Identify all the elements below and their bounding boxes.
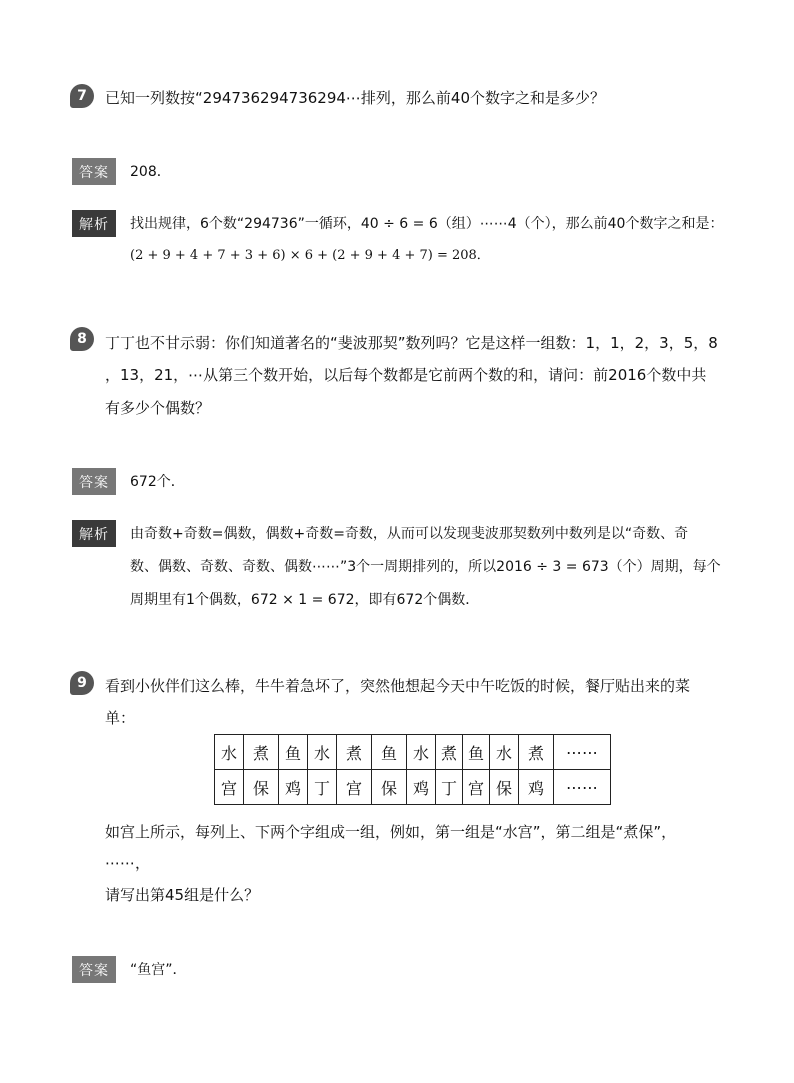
question-number-8: 8 [70,327,94,351]
menu-cell: 保 [372,770,407,805]
explanation-7-line-1: 找出规律，6个数“294736”一循环，40 ÷ 6 = 6（组）⋯⋯4（个），那么前40个数字之和是： [130,216,724,232]
menu-cell: ⋯⋯ [554,735,611,770]
explanation-tag-8: 解析 [72,520,116,547]
explanation-8-line-1: 由奇数+奇数=偶数，偶数+奇数=奇数，从而可以发现斐波那契数列中数列是以“奇数、奇 [130,526,689,542]
menu-cell: 鸡 [279,770,308,805]
question-9-line-2: 单： [105,709,136,727]
menu-cell: 煮 [519,735,554,770]
menu-table [214,734,611,805]
answer-tag-7: 答案 [72,158,116,185]
question-9-line-3: 如宫上所示，每列上、下两个字组成一组，例如，第一组是“水宫”，第二组是“煮保”， [105,823,677,841]
menu-cell: 鱼 [279,735,308,770]
menu-cell: 宫 [337,770,372,805]
question-9-line-5: 请写出第45组是什么？ [105,886,260,904]
menu-cell: 水 [308,735,337,770]
menu-row-top [215,735,611,770]
menu-cell: 丁 [308,770,337,805]
menu-cell: 丁 [436,770,463,805]
menu-row-bottom [215,770,611,805]
question-8-line-1: 丁丁也不甘示弱：你们知道著名的“斐波那契”数列吗？它是这样一组数：1，1，2，3，5，8 [105,334,718,352]
menu-cell: 水 [407,735,436,770]
menu-cell: 煮 [337,735,372,770]
question-8-line-2: ，13，21，⋯从第三个数开始，以后每个数都是它前两个数的和，请问：前2016个数中共 [105,366,707,384]
answer-9: “鱼宫”． [130,962,187,978]
question-7-text: 已知一列数按“294736294736294⋯排列，那么前40个数字之和是多少？ [105,89,606,107]
question-number-9: 9 [70,671,94,695]
question-8-line-3: 有多少个偶数？ [105,399,211,417]
menu-cell: 水 [490,735,519,770]
answer-tag-8: 答案 [72,468,116,495]
explanation-8-line-2: 数、偶数、奇数、奇数、偶数⋯⋯”3个一周期排列的，所以2016 ÷ 3 = 673（个）周期，每个 [130,559,721,575]
answer-8: 672个． [130,474,185,490]
question-9-line-4: ⋯⋯， [105,854,151,872]
menu-cell: 水 [215,735,244,770]
explanation-8-line-3: 周期里有1个偶数，672 × 1 = 672，即有672个偶数． [130,592,480,608]
menu-cell: 鱼 [372,735,407,770]
question-number-7: 7 [70,84,94,108]
explanation-tag-7: 解析 [72,210,116,237]
explanation-7-line-2: (2 + 9 + 4 + 7 + 3 + 6) × 6 + (2 + 9 + 4 + 7) = 208． [130,248,490,263]
answer-tag-9: 答案 [72,956,116,983]
menu-cell: 保 [244,770,279,805]
menu-cell: 宫 [215,770,244,805]
menu-cell: 煮 [436,735,463,770]
menu-cell: 鸡 [519,770,554,805]
menu-cell: 鸡 [407,770,436,805]
answer-7: 208． [130,164,171,180]
menu-cell: ⋯⋯ [554,770,611,805]
menu-cell: 宫 [463,770,490,805]
menu-cell: 鱼 [463,735,490,770]
menu-cell: 煮 [244,735,279,770]
menu-cell: 保 [490,770,519,805]
question-9-line-1: 看到小伙伴们这么棒，牛牛着急坏了，突然他想起今天中午吃饭的时候，餐厅贴出来的菜 [105,677,691,695]
